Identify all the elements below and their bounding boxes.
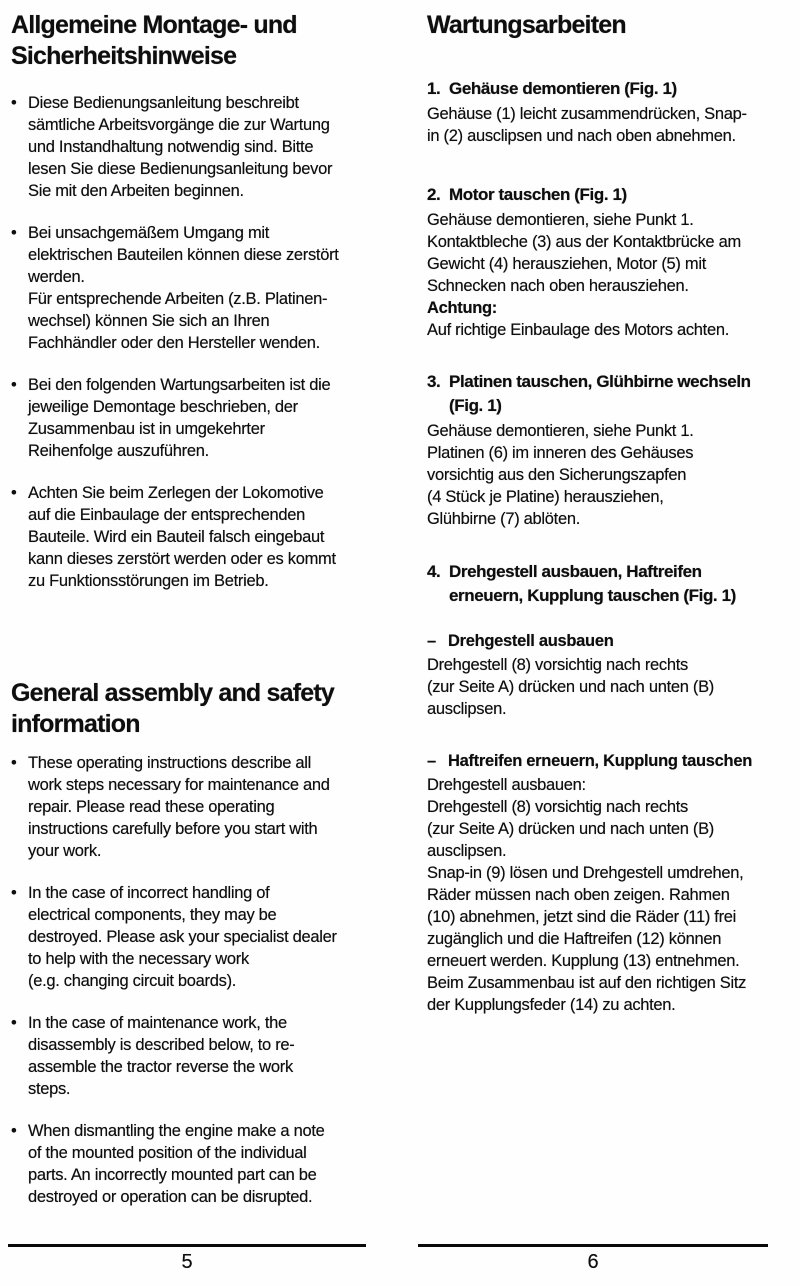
heading-german: Allgemeine Montage- und Sicherheitshinweise bbox=[11, 11, 297, 70]
bullet-text: These operating instructions describe all work steps necessary for maintenance and repair. Please read these operating instructions carefully before you start with your work. bbox=[28, 754, 330, 860]
list-item bbox=[11, 1012, 371, 1100]
section-3-platinen-tauschen bbox=[427, 370, 792, 530]
left-column bbox=[11, 10, 371, 1228]
list-item bbox=[11, 482, 371, 592]
section-2-motor-tauschen bbox=[427, 183, 792, 341]
bullet-text: Bei den folgenden Wartungsarbeiten ist die jeweilige Demontage beschrieben, der Zusammenbau ist in umgekehrter Reihenfolge auszuführen. bbox=[28, 376, 331, 460]
attention-text: Auf richtige Einbaulage des Motors achten. bbox=[427, 321, 730, 339]
section-title-text: Drehgestell ausbauen, Haftreifen erneuern, Kupplung tauschen (Fig. 1) bbox=[449, 562, 736, 605]
list-item bbox=[11, 222, 371, 354]
section-title bbox=[427, 183, 792, 207]
section-body: Gehäuse (1) leicht zusammendrücken, Snap- in (2) ausclipsen und nach oben abnehmen. bbox=[427, 105, 747, 145]
dash-icon: – bbox=[427, 632, 436, 650]
bullet-text: In the case of incorrect handling of electrical components, they may be destroyed. Please ask your specialist dealer to help with the necessary work (e.g. changing circuit boards). bbox=[28, 884, 337, 990]
section-number: 3. bbox=[427, 372, 441, 391]
heading-english: General assembly and safety information bbox=[11, 679, 335, 738]
subsection-title bbox=[427, 750, 792, 772]
section-1-gehaeuse-demontieren bbox=[427, 77, 792, 147]
section-title bbox=[427, 560, 792, 608]
bullet-text: When dismantling the engine make a note of the mounted position of the individual parts. An incorrectly mounted part can be destroyed or operation can be disrupted. bbox=[28, 1122, 325, 1206]
bullet-text: Achten Sie beim Zerlegen der Lokomotive auf die Einbaulage der entsprechenden Bauteile. Wird ein Bauteil falsch eingebaut kann dieses zerstört werden oder es kommt zu Funktionsstörungen im Betrieb. bbox=[28, 484, 336, 590]
list-item bbox=[11, 374, 371, 462]
subsection-title bbox=[427, 630, 792, 652]
section-title bbox=[427, 77, 792, 101]
section-number: 1. bbox=[427, 79, 441, 98]
bullet-list-english bbox=[11, 752, 371, 1228]
subsection-body: Drehgestell (8) vorsichtig nach rechts (zur Seite A) drücken und nach unten (B) ausclipsen. bbox=[427, 656, 714, 718]
bullet-icon: • bbox=[11, 884, 17, 902]
bullet-text: Diese Bedienungsanleitung beschreibt sämtliche Arbeitsvorgänge die zur Wartung und Instandhaltung notwendig sind. Bitte lesen Sie diese Bedienungsanleitung bevor Sie mit den Arbeiten beginnen. bbox=[28, 94, 333, 200]
right-column bbox=[427, 10, 792, 1016]
section-number: 4. bbox=[427, 562, 441, 581]
section-number: 2. bbox=[427, 185, 441, 204]
subsection-haftreifen-erneuern bbox=[427, 750, 792, 1016]
footer-rule-right bbox=[418, 1244, 768, 1247]
page-number-right: 6 bbox=[587, 1251, 599, 1273]
bullet-icon: • bbox=[11, 1014, 17, 1032]
subsection-body: Drehgestell ausbauen: Drehgestell (8) vorsichtig nach rechts (zur Seite A) drücken und nach unten (B) ausclipsen. Snap-in (9) lösen und Drehgestell umdrehen, Räder müssen nach oben zeigen. Rahmen (10) abnehmen, jetzt sind die Räder (11) frei zugänglich und die Haftreifen (12) können erneuert werden. Kupplung (13) entnehmen. Beim Zusammenbau ist auf den richtigen Sitz der Kupplungsfeder (14) zu achten. bbox=[427, 776, 747, 1014]
bullet-icon: • bbox=[11, 754, 17, 772]
footer-rule-left bbox=[8, 1244, 366, 1247]
section-title-text: Platinen tauschen, Glühbirne wechseln (Fig. 1) bbox=[449, 372, 751, 415]
dash-icon: – bbox=[427, 752, 436, 770]
section-title-text: Motor tauschen (Fig. 1) bbox=[449, 185, 627, 204]
heading-maintenance: Wartungsarbeiten bbox=[427, 11, 626, 39]
subsection-drehgestell-ausbauen bbox=[427, 630, 792, 720]
bullet-icon: • bbox=[11, 376, 17, 394]
bullet-icon: • bbox=[11, 94, 17, 112]
section-title-text: Gehäuse demontieren (Fig. 1) bbox=[449, 79, 677, 98]
attention-label: Achtung: bbox=[427, 299, 497, 317]
list-item bbox=[11, 752, 371, 862]
bullet-icon: • bbox=[11, 484, 17, 502]
subsection-title-text: Haftreifen erneuern, Kupplung tauschen bbox=[448, 752, 752, 770]
subsection-title-text: Drehgestell ausbauen bbox=[448, 632, 614, 650]
list-item bbox=[11, 1120, 371, 1208]
list-item bbox=[11, 882, 371, 992]
section-4-drehgestell-ausbauen bbox=[427, 560, 792, 608]
section-body: Gehäuse demontieren, siehe Punkt 1. Kontaktbleche (3) aus der Kontaktbrücke am Gewicht (4) herausziehen, Motor (5) mit Schnecken nach oben herausziehen. bbox=[427, 211, 741, 295]
section-title bbox=[427, 370, 792, 418]
bullet-text: In the case of maintenance work, the disassembly is described below, to re- assemble the tractor reverse the work steps. bbox=[28, 1014, 295, 1098]
list-item bbox=[11, 92, 371, 202]
bullet-icon: • bbox=[11, 224, 17, 242]
bullet-text: Bei unsachgemäßem Umgang mit elektrischen Bauteilen können diese zerstört werden. Für entsprechende Arbeiten (z.B. Platinen- wechsel) können Sie sich an Ihren Fachhändler oder den Hersteller wenden. bbox=[28, 224, 339, 352]
bullet-icon: • bbox=[11, 1122, 17, 1140]
page-number-left: 5 bbox=[181, 1251, 193, 1273]
bullet-list-german bbox=[11, 92, 371, 612]
section-body: Gehäuse demontieren, siehe Punkt 1. Platinen (6) im inneren des Gehäuses vorsichtig aus den Sicherungszapfen (4 Stück je Platine) herausziehen, Glühbirne (7) ablöten. bbox=[427, 422, 694, 528]
